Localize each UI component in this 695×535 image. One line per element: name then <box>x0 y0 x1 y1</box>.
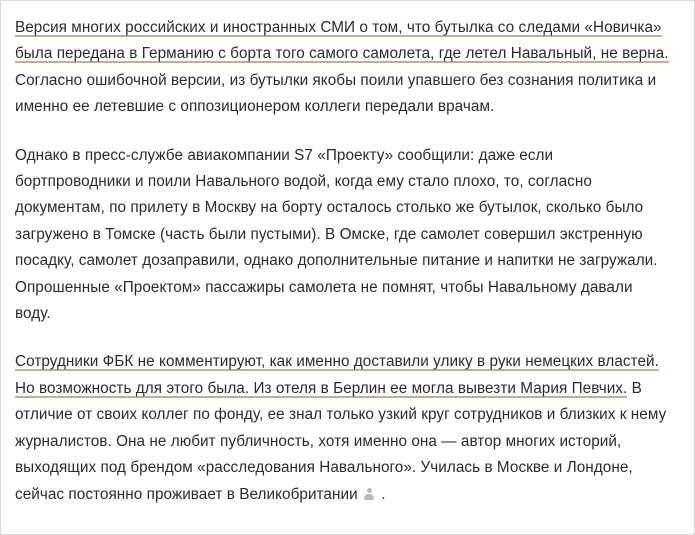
highlighted-text-line: Навальный, не верна. <box>510 45 669 63</box>
paragraph-text: Согласно ошибочной версии, из бутылки якобы поили упавшего без сознания политика и именно ее летевшие с оппозиционером коллеги передали врачам. <box>15 71 657 116</box>
paragraph-text: Однако в пресс-службе авиакомпании S7 «Проекту» сообщили: даже если бортпроводники и поили Навального водой, когда ему стало плохо, то, согласно документам, по прилету в Москву на борту осталось столько же бутылок, сколько было загружено в Томске (часть были пустыми). В Омске, где самолет совершил экстренную посадку, самолет дозаправили, однако дополнительные питание и напитки не загружали. Опрошенные «Проектом» пассажиры самолета не помнят, чтобы Навальному давали воду. <box>15 146 658 323</box>
highlighted-text-line: немецких властей. Но возможность для этого была. Из отеля в Берлин ее могла <box>15 353 659 397</box>
highlighted-text-line: Сотрудники ФБК не комментируют, как именно доставили улику в руки <box>15 353 526 371</box>
paragraph-2 <box>15 143 672 328</box>
paragraph-1 <box>15 15 672 121</box>
paragraph-text: В отличие от своих коллег по фонду, ее знал только узкий круг сотрудников и близких к нему журналистов. Она не любит публичность, хотя именно она — автор многих историй, выходящих под брендом «расследования Навального». Училась в Москве и Лондоне, сейчас постоянно проживает в Великобритании <box>15 379 667 503</box>
highlighted-text-line: Версия многих российских и иностранных СМИ о том, что бутылка со следами <box>15 19 585 36</box>
paragraph-3 <box>15 349 672 507</box>
paragraph-text-end: . <box>376 485 386 503</box>
highlighted-text-line: вывезти Мария Певчих. <box>457 379 628 397</box>
highlighted-text-line: «Новичка» была передана в Германию с борта того самого самолета, где летел <box>15 19 662 63</box>
article-body <box>1 1 694 518</box>
person-icon <box>364 488 375 501</box>
